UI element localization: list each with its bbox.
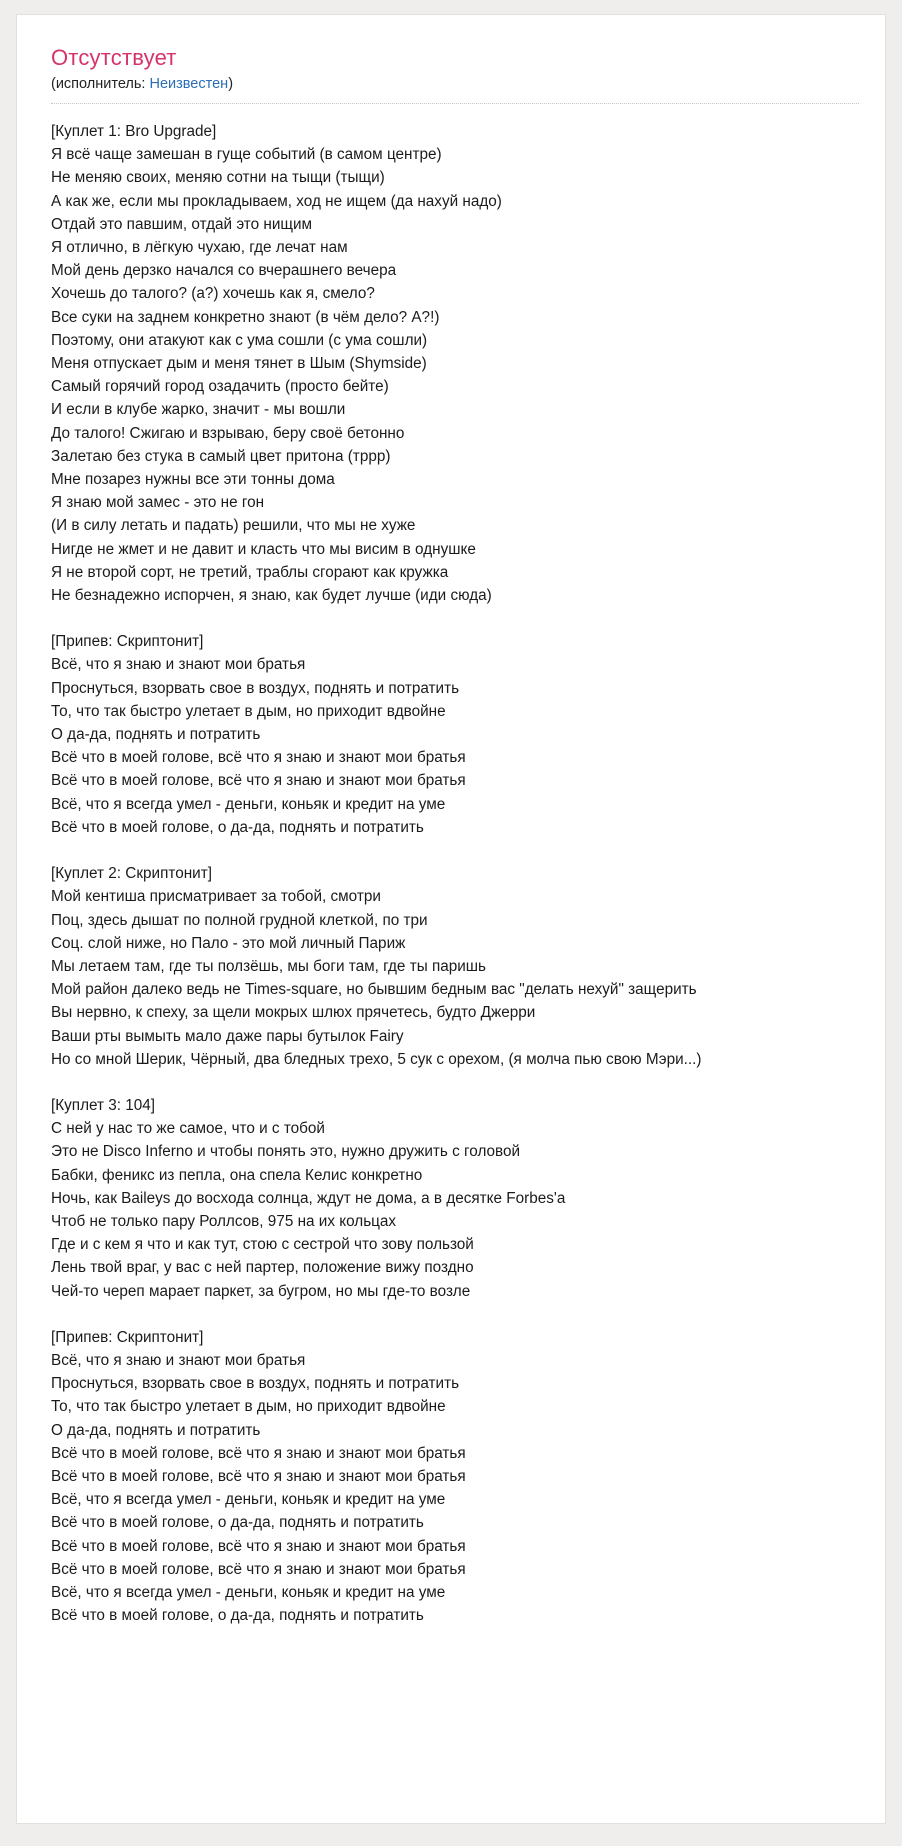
lyrics-line: Ночь, как Baileys до восхода солнца, ждут не дома, а в десятке Forbes'a (51, 1189, 566, 1207)
lyrics-line: Всё, что я всегда умел - деньги, коньяк и кредит на уме (51, 795, 446, 813)
lyrics-line: О да-да, поднять и потратить (51, 1421, 261, 1439)
lyrics-line: Мне позарез нужны все эти тонны дома (51, 471, 335, 489)
lyrics-line: А как же, если мы прокладываем, ход не ищем (да нахуй надо) (51, 192, 502, 210)
lyrics-line: Меня отпускает дым и меня тянет в Шым (Shymside) (51, 355, 427, 373)
lyrics-line: Не меняю своих, меняю сотни на тыщи (тыщи) (51, 169, 385, 187)
lyrics-line: Всё что в моей голове, о да-да, поднять и потратить (51, 818, 424, 836)
lyrics-line: То, что так быстро улетает в дым, но приходит вдвойне (51, 702, 446, 720)
lyrics-line: Залетаю без стука в самый цвет притона (тррр) (51, 447, 391, 465)
lyrics-line: Всё что в моей голове, всё что я знаю и знают мои братья (51, 1537, 466, 1555)
artist-link[interactable]: Неизвестен (149, 76, 229, 92)
lyrics-line: Но со мной Шерик, Чёрный, два бледных трехо, 5 сук с орехом, (я молча пью свою Мэри...) (51, 1050, 702, 1068)
lyrics-line: Вы нервно, к спеху, за щели мокрых шлюх прячетесь, будто Джерри (51, 1004, 536, 1022)
lyrics-line: Нигде не жмет и не давит и класть что мы висим в однушке (51, 540, 476, 558)
lyrics-line: Лень твой враг, у вас с ней партер, положение вижу поздно (51, 1259, 474, 1277)
lyrics-line: (И в силу летать и падать) решили, что мы не хуже (51, 517, 416, 535)
lyrics-line: Мой день дерзко начался со вчерашнего вечера (51, 262, 397, 280)
lyrics-line: Я знаю мой замес - это не гон (51, 494, 265, 512)
lyrics-section-heading: [Припев: Скриптонит] (51, 1328, 204, 1346)
lyrics-line: Мой район далеко ведь не Times-square, но бывшим бедным вас "делать нехуй" защерить (51, 981, 697, 999)
lyrics-line: До талого! Сжигаю и взрываю, беру своё бетонно (51, 424, 405, 442)
lyrics-line: Бабки, феникс из пепла, она спела Келис конкретно (51, 1166, 423, 1184)
lyrics-line: Всё, что я всегда умел - деньги, коньяк и кредит на уме (51, 1491, 446, 1509)
lyrics-line: Всё, что я знаю и знают мои братья (51, 1351, 306, 1369)
lyrics-line: То, что так быстро улетает в дым, но приходит вдвойне (51, 1398, 446, 1416)
lyrics-line: И если в клубе жарко, значит - мы вошли (51, 401, 346, 419)
header-divider (51, 103, 859, 104)
lyrics-line: Всё что в моей голове, о да-да, поднять и потратить (51, 1607, 424, 1625)
lyrics-blank-line (51, 1071, 859, 1094)
lyrics-line: О да-да, поднять и потратить (51, 726, 261, 744)
lyrics-blank-line (51, 1303, 859, 1326)
lyrics-line: Всё что в моей голове, всё что я знаю и знают мои братья (51, 749, 466, 767)
artist-suffix-label: ) (228, 76, 234, 92)
lyrics-line: Где и с кем я что и как тут, стою с сестрой что зову пользой (51, 1236, 474, 1254)
lyrics-line: Поэтому, они атакуют как с ума сошли (с ума сошли) (51, 331, 428, 349)
lyrics-line: Хочешь до талого? (а?) хочешь как я, смело? (51, 285, 375, 303)
lyrics-line: Всё что в моей голове, о да-да, поднять и потратить (51, 1514, 424, 1532)
lyrics-line: Ваши рты вымыть мало даже пары бутылок Fairy (51, 1027, 404, 1045)
lyrics-line: Отдай это павшим, отдай это нищим (51, 215, 313, 233)
lyrics-line: Всё что в моей голове, всё что я знаю и знают мои братья (51, 1444, 466, 1462)
lyrics-line: Всё, что я всегда умел - деньги, коньяк и кредит на уме (51, 1583, 446, 1601)
lyrics-section-heading: [Куплет 3: 104] (51, 1096, 156, 1114)
lyrics-line: Я не второй сорт, не третий, траблы сгорают как кружка (51, 563, 449, 581)
artist-prefix-label: (исполнитель: (51, 76, 150, 92)
lyrics-blank-line (51, 839, 859, 862)
artist-line (51, 75, 859, 93)
lyrics-line: Я всё чаще замешан в гуще событий (в самом центре) (51, 146, 442, 164)
lyrics-text (51, 120, 859, 1627)
lyrics-section-heading: [Куплет 2: Скриптонит] (51, 865, 212, 883)
lyrics-line: Всё, что я знаю и знают мои братья (51, 656, 306, 674)
lyrics-line: Это не Disco Inferno и чтобы понять это, нужно дружить с головой (51, 1143, 521, 1161)
lyrics-line: Мой кентиша присматривает за тобой, смотри (51, 888, 381, 906)
lyrics-line: Проснуться, взорвать свое в воздух, поднять и потратить (51, 679, 460, 697)
lyrics-line: Проснуться, взорвать свое в воздух, поднять и потратить (51, 1375, 460, 1393)
lyrics-line: Не безнадежно испорчен, я знаю, как будет лучше (иди сюда) (51, 587, 492, 605)
lyrics-line: Всё что в моей голове, всё что я знаю и знают мои братья (51, 1467, 466, 1485)
lyrics-line: Соц. слой ниже, но Пало - это мой личный Париж (51, 934, 406, 952)
lyrics-line: Все суки на заднем конкретно знают (в чём дело? А?!) (51, 308, 440, 326)
lyrics-line: Самый горячий город озадачить (просто бейте) (51, 378, 389, 396)
lyrics-line: Мы летаем там, где ты ползёшь, мы боги там, где ты паришь (51, 957, 487, 975)
lyrics-section-heading: [Припев: Скриптонит] (51, 633, 204, 651)
lyrics-blank-line (51, 607, 859, 630)
lyrics-line: Чей-то череп марает паркет, за бугром, но мы где-то возле (51, 1282, 471, 1300)
lyrics-section-heading: [Куплет 1: Bro Upgrade] (51, 123, 217, 140)
lyrics-line: Поц, здесь дышат по полной грудной клеткой, по три (51, 911, 428, 929)
lyrics-line: Я отлично, в лёгкую чухаю, где лечат нам (51, 239, 348, 257)
lyrics-sheet (16, 14, 886, 1824)
lyrics-line: Всё что в моей голове, всё что я знаю и знают мои братья (51, 772, 466, 790)
lyrics-line: Всё что в моей голове, всё что я знаю и знают мои братья (51, 1560, 466, 1578)
lyrics-line: С ней у нас то же самое, что и с тобой (51, 1120, 325, 1138)
lyrics-line: Чтоб не только пару Роллсов, 975 на их кольцах (51, 1212, 397, 1230)
page-title: Отсутствует (51, 45, 177, 70)
